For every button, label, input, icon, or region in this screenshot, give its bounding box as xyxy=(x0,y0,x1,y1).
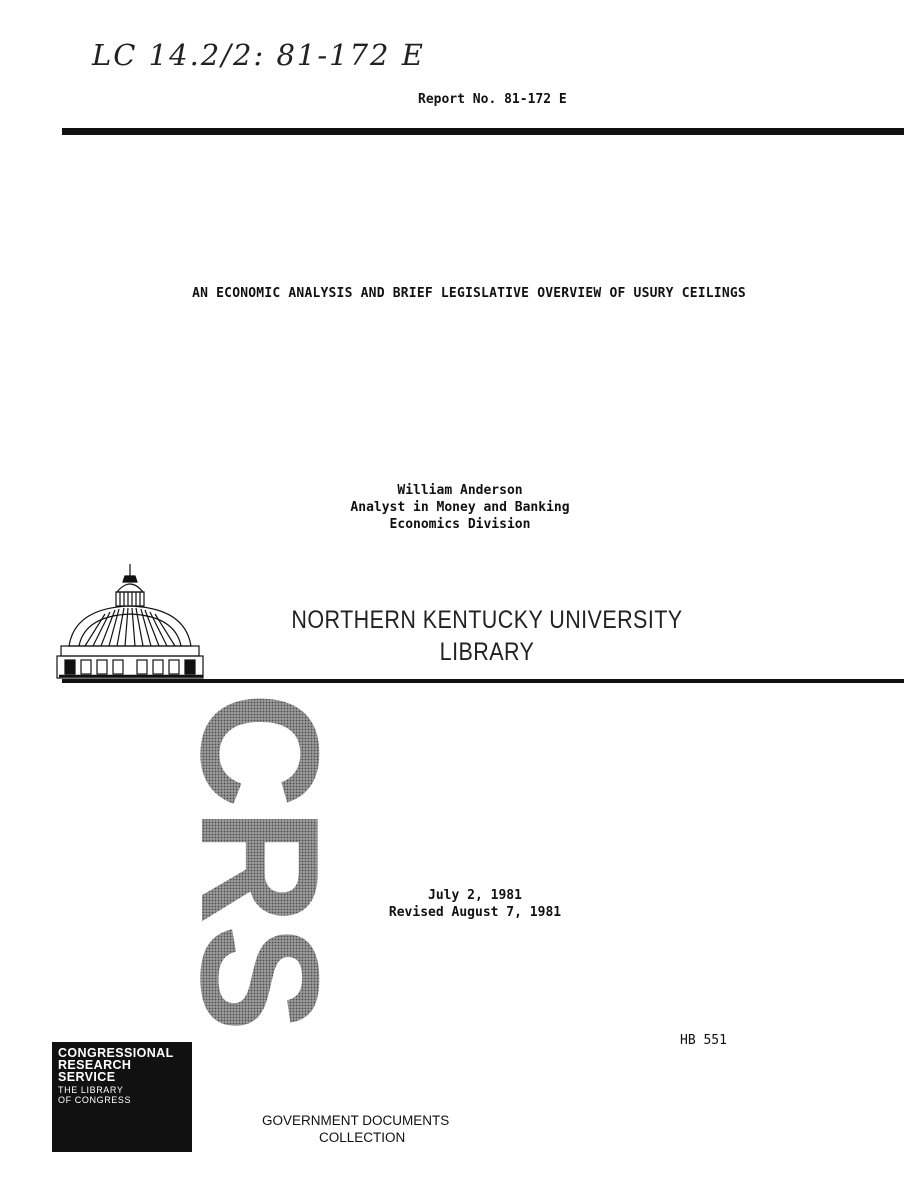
author-name: William Anderson xyxy=(397,483,523,498)
original-date: July 2, 1981 xyxy=(428,888,522,903)
report-number: Report No. 81-172 E xyxy=(418,92,567,107)
top-divider-rule xyxy=(62,128,904,135)
author-position: Analyst in Money and Banking xyxy=(350,500,570,515)
crs-sub-line-1: THE LIBRARY xyxy=(58,1085,124,1095)
date-block xyxy=(0,887,920,921)
govdocs-line-2: COLLECTION xyxy=(319,1130,406,1145)
crs-label-line-2: RESEARCH xyxy=(58,1058,132,1072)
library-stamp xyxy=(0,604,920,668)
government-documents-stamp xyxy=(262,1112,449,1146)
author-block xyxy=(0,482,920,533)
crs-label-line-1: CONGRESSIONAL xyxy=(58,1046,174,1060)
handwritten-call-number: LC 14.2/2: 81-172 E xyxy=(92,38,425,72)
crs-logo-letters xyxy=(52,690,354,1047)
crs-letters-text: CRS xyxy=(166,692,354,1047)
middle-divider-rule xyxy=(62,679,904,683)
library-stamp-line-1: NORTHERN KENTUCKY UNIVERSITY xyxy=(291,606,683,634)
crs-sub-line-2: OF CONGRESS xyxy=(58,1094,132,1105)
crs-label-line-3: SERVICE xyxy=(58,1070,116,1084)
revised-date: Revised August 7, 1981 xyxy=(388,905,562,920)
classification-number: HB 551 xyxy=(680,1033,727,1048)
author-division: Economics Division xyxy=(389,517,531,532)
library-stamp-line-2: LIBRARY xyxy=(439,638,535,666)
govdocs-line-1: GOVERNMENT DOCUMENTS xyxy=(262,1113,450,1128)
report-title: AN ECONOMIC ANALYSIS AND BRIEF LEGISLATIVE OVERVIEW OF USURY CEILINGS xyxy=(192,286,746,301)
crs-label-block xyxy=(52,1042,192,1152)
